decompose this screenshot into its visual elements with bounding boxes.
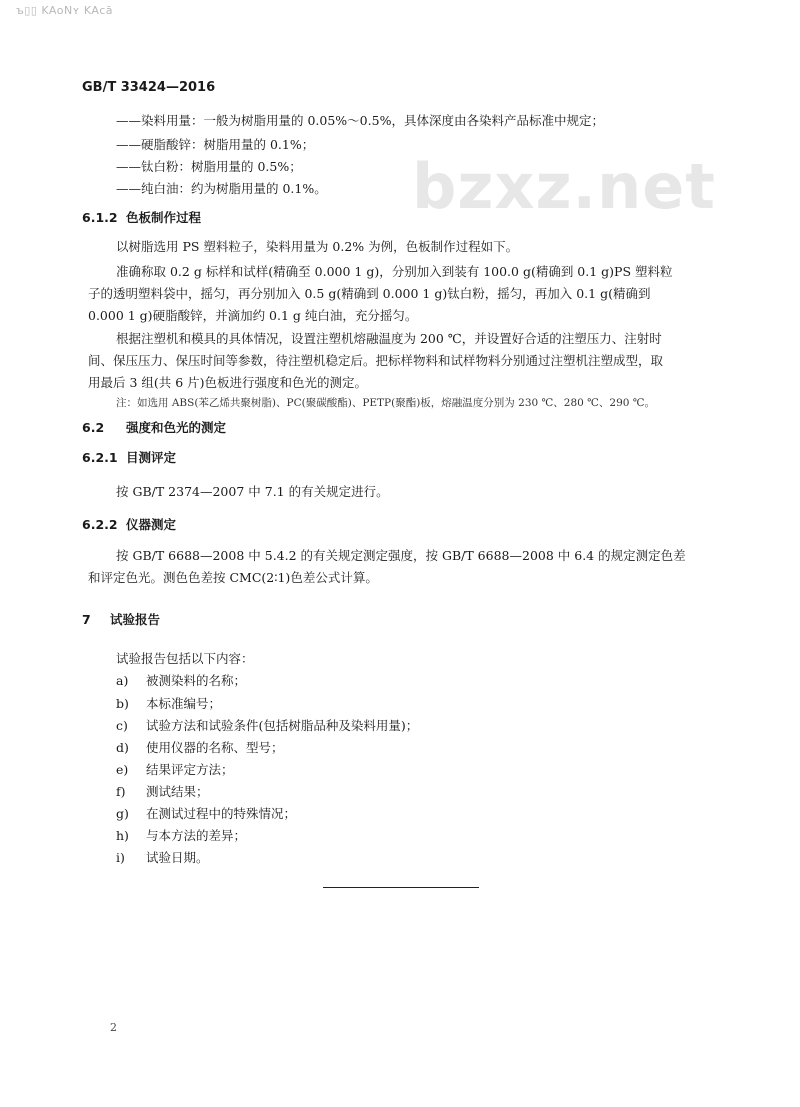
list-item <box>116 716 418 734</box>
list-item <box>116 738 284 756</box>
list-text: 试验日期。 <box>146 850 209 865</box>
list-marker: h) <box>116 828 129 843</box>
list-item <box>116 671 246 689</box>
section-title: 仪器测定 <box>126 517 177 532</box>
list-item <box>116 760 234 778</box>
list-marker: e) <box>116 762 129 777</box>
list-text: 结果评定方法； <box>146 762 234 777</box>
paragraph-line: 根据注塑机和模具的具体情况，设置注塑机熔融温度为 200 ℃，并设置好合适的注塑压力、注射时 <box>116 331 662 346</box>
list-item <box>116 804 296 822</box>
dyeing-item: ——纯白油：约为树脂用量的 0.1%。 <box>116 181 327 196</box>
list-text: 本标准编号； <box>146 696 222 711</box>
paragraph-line: 0.000 1 g)硬脂酸锌，并滴加约 0.1 g 纯白油，充分摇匀。 <box>88 308 418 323</box>
paragraph-line: 间、保压压力、保压时间等参数，待注塑机稳定后。把标样物料和试样物料分别通过注塑机注塑成型，取 <box>88 353 664 368</box>
list-marker: i) <box>116 850 125 865</box>
section-title: 强度和色光的测定 <box>126 420 227 435</box>
list-item <box>116 848 209 866</box>
list-marker: d) <box>116 740 129 755</box>
paragraph: 以树脂选用 PS 塑料粒子，染料用量为 0.2% 为例，色板制作过程如下。 <box>116 239 519 254</box>
dyeing-item: ——染料用量：一般为树脂用量的 0.05%～0.5%，具体深度由各染料产品标准中规定； <box>116 113 604 128</box>
end-rule <box>323 887 479 888</box>
list-marker: g) <box>116 806 129 821</box>
list-text: 在测试过程中的特殊情况； <box>146 806 297 821</box>
list-marker: c) <box>116 718 128 733</box>
list-item <box>116 826 246 844</box>
list-text: 使用仪器的名称、型号； <box>146 740 284 755</box>
section-title: 目测评定 <box>126 450 177 465</box>
section-number: 6.1.2 <box>82 210 118 225</box>
list-marker: a) <box>116 673 129 688</box>
paragraph-line: 按 GB/T 6688—2008 中 5.4.2 的有关规定测定强度，按 GB/T 6688—2008 中 6.4 的规定测定色差 <box>116 548 686 563</box>
list-marker: f) <box>116 784 126 799</box>
list-text: 与本方法的差异； <box>146 828 247 843</box>
section-heading-6-1-2 <box>82 208 201 226</box>
dyeing-item: ——钛白粉：树脂用量的 0.5%； <box>116 159 302 174</box>
list-text: 试验方法和试验条件(包括树脂品种及染料用量)； <box>146 718 419 733</box>
list-text: 测试结果； <box>146 784 209 799</box>
list-item <box>116 694 221 712</box>
section-title: 色板制作过程 <box>126 210 202 225</box>
section-number: 6.2.2 <box>82 517 118 532</box>
standard-number: GB/T 33424—2016 <box>82 80 216 95</box>
dyeing-item: ——硬脂酸锌：树脂用量的 0.1%； <box>116 137 315 152</box>
paragraph-line: 准确称取 0.2 g 标样和试样(精确至 0.000 1 g)，分别加入到装有 100.0 g(精确到 0.1 g)PS 塑料粒 <box>116 264 673 279</box>
section-heading-6-2-1 <box>82 448 176 466</box>
list-item <box>116 782 209 800</box>
section-heading-7 <box>82 610 160 628</box>
section-heading-6-2 <box>82 418 226 436</box>
paragraph-line: 子的透明塑料袋中，摇匀，再分别加入 0.5 g(精确到 0.000 1 g)钛白粉，摇匀，再加入 0.1 g(精确到 <box>88 286 651 301</box>
page-number: 2 <box>110 1021 117 1034</box>
watermark: bzxz.net <box>412 150 716 223</box>
paragraph: 试验报告包括以下内容： <box>116 651 254 666</box>
list-marker: b) <box>116 696 129 711</box>
paragraph-line: 用最后 3 组(共 6 片)色板进行强度和色光的测定。 <box>88 375 368 390</box>
paragraph: 按 GB/T 2374—2007 中 7.1 的有关规定进行。 <box>116 484 389 499</box>
list-text: 被测染料的名称； <box>146 673 247 688</box>
section-number: 6.2.1 <box>82 450 118 465</box>
section-number: 7 <box>82 612 91 627</box>
paragraph-line: 和评定色光。测色色差按 CMC(2∶1)色差公式计算。 <box>88 570 378 585</box>
note: 注：如选用 ABS(苯乙烯共聚树脂)、PC(聚碳酸酯)、PETP(聚酯)板，熔融温度分别为 230 ℃、280 ℃、290 ℃。 <box>116 397 656 409</box>
section-number: 6.2 <box>82 420 105 435</box>
section-heading-6-2-2 <box>82 515 176 533</box>
section-title: 试验报告 <box>110 612 161 627</box>
header-mark: ъ▯▯ KAoNʏ KAcā <box>16 4 114 17</box>
